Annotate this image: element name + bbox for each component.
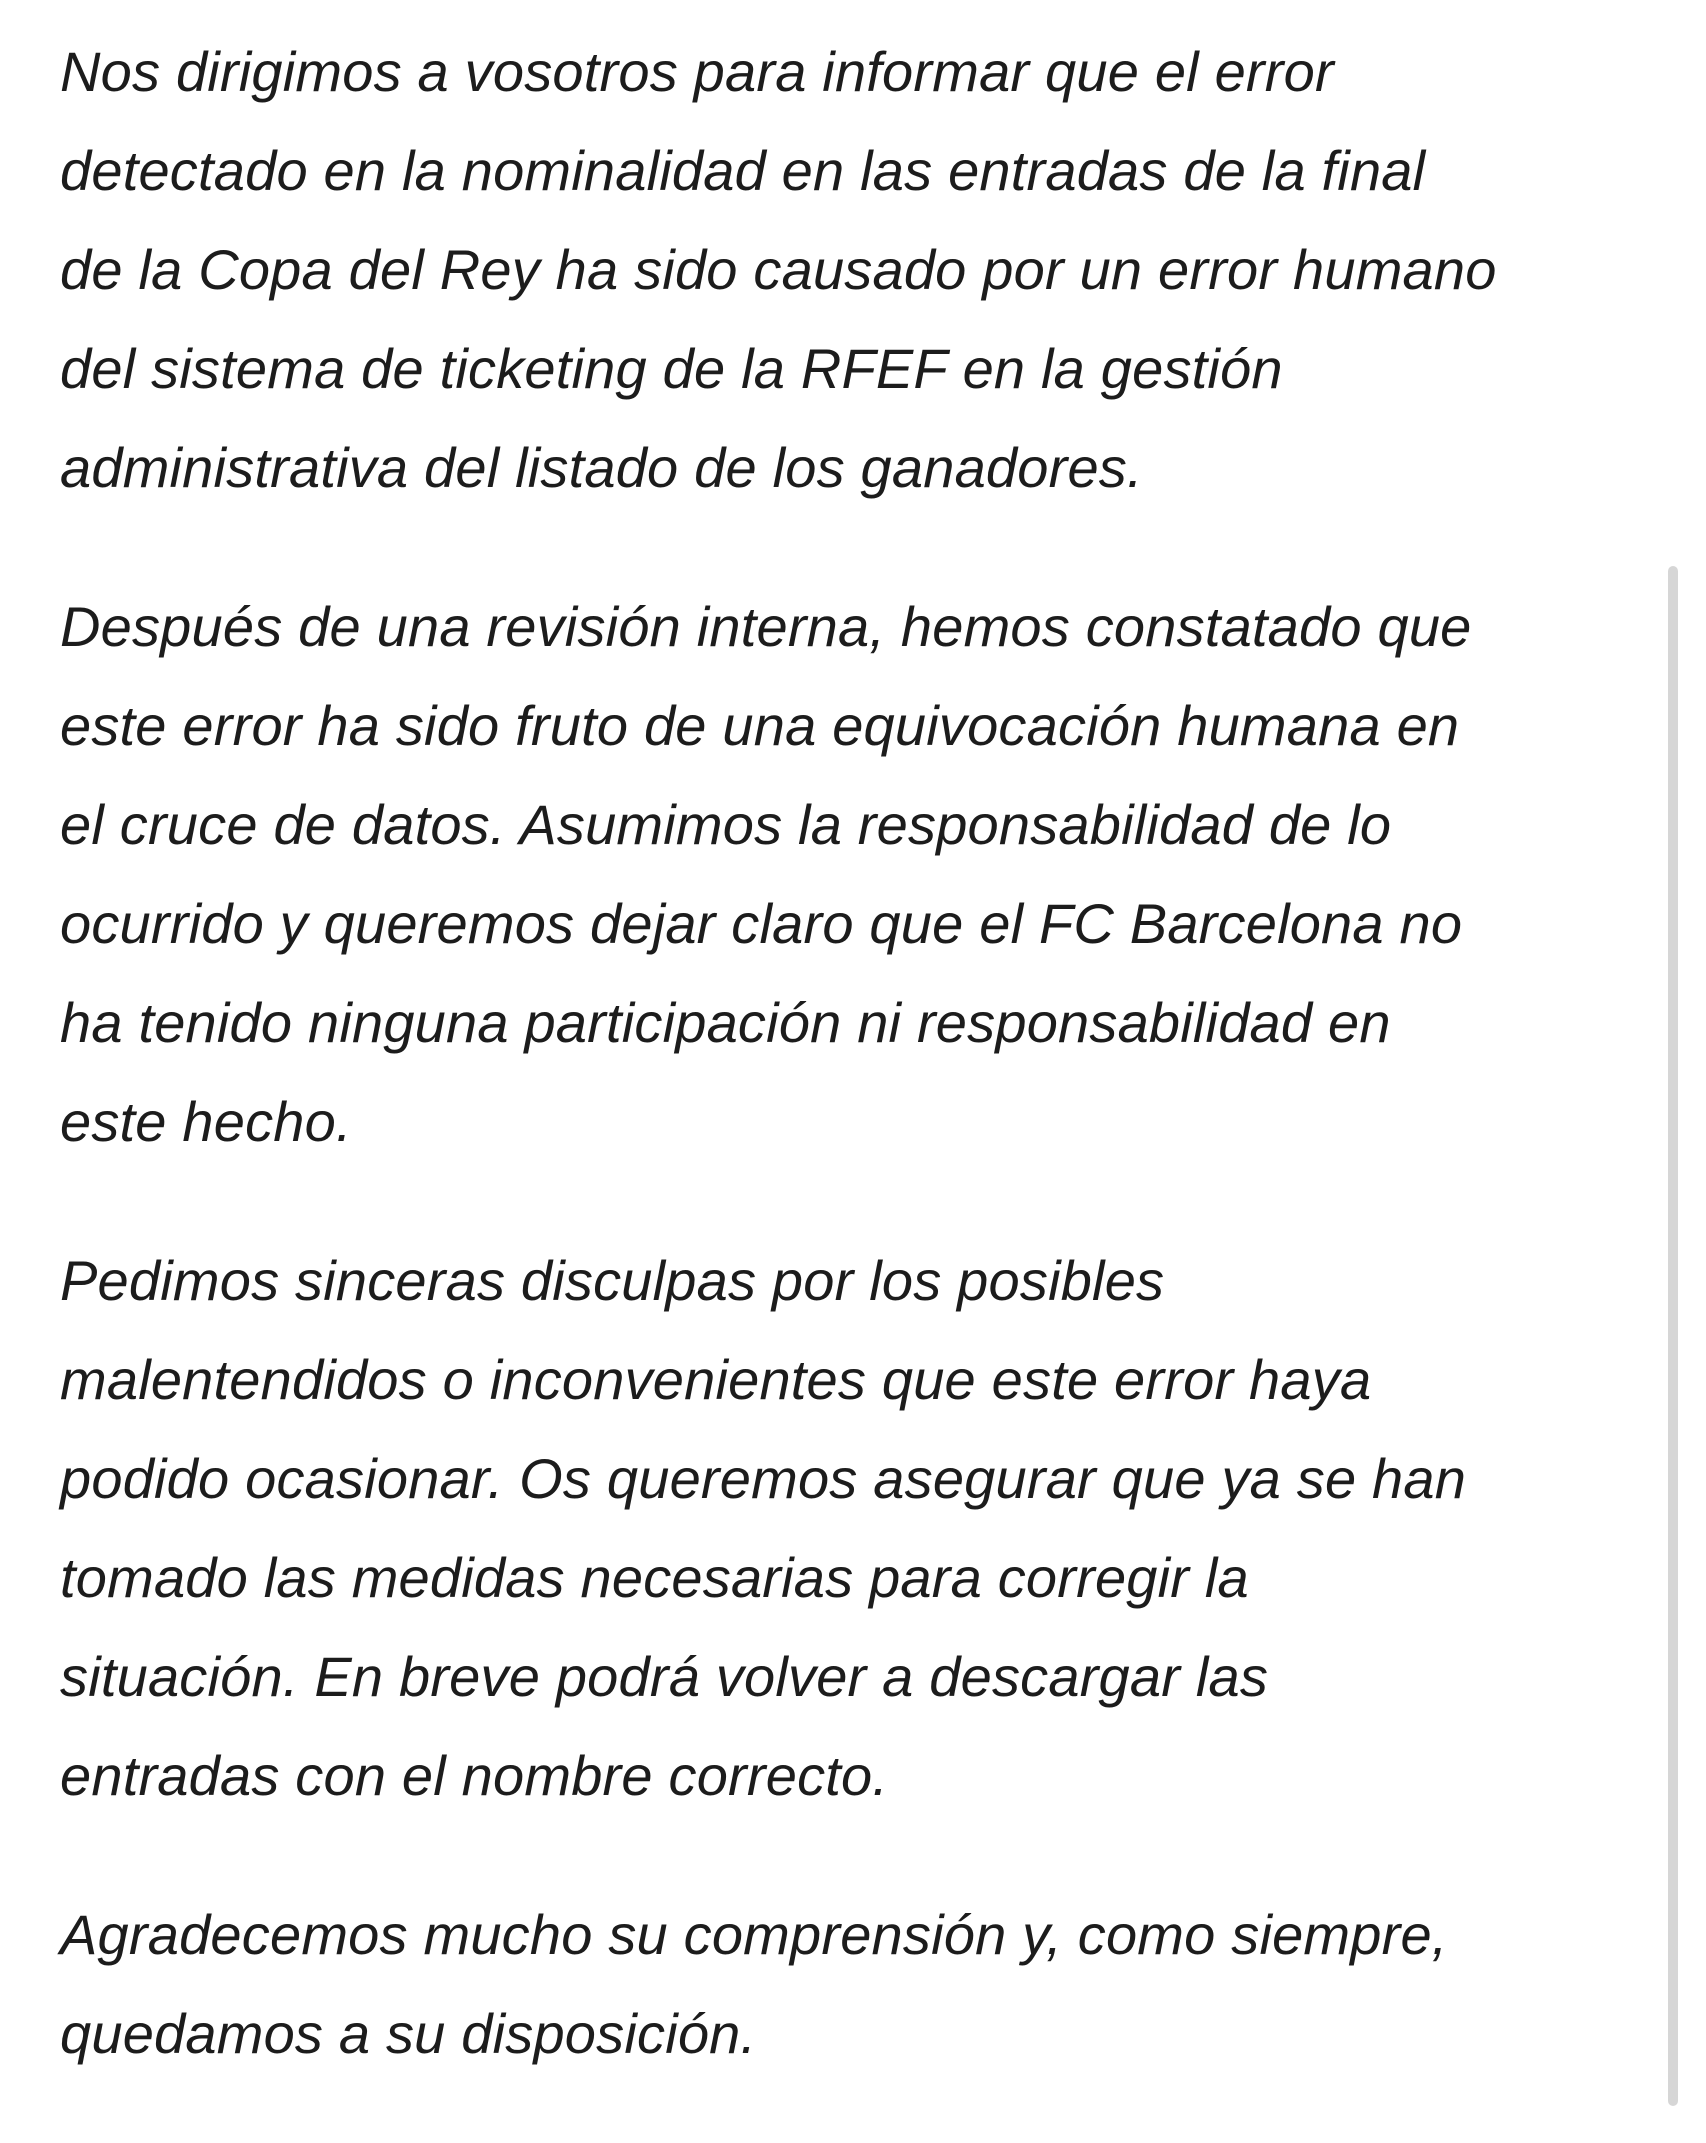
text-line: este error ha sido fruto de una equivocación humana en bbox=[60, 694, 1460, 757]
text-line: Agradecemos mucho su comprensión y, como siempre, bbox=[60, 1903, 1448, 1966]
paragraph-4 bbox=[60, 1885, 1620, 2083]
vertical-scrollbar[interactable] bbox=[1668, 566, 1678, 2106]
text-line: del sistema de ticketing de la RFEF en la gestión bbox=[60, 337, 1283, 400]
paragraph-1 bbox=[60, 22, 1620, 517]
text-line: este hecho. bbox=[60, 1090, 352, 1153]
paragraph-3 bbox=[60, 1231, 1620, 1825]
text-line: ha tenido ninguna participación ni responsabilidad en bbox=[60, 991, 1391, 1054]
text-line: Después de una revisión interna, hemos constatado que bbox=[60, 595, 1472, 658]
text-line: tomado las medidas necesarias para corregir la bbox=[60, 1546, 1249, 1609]
message-body bbox=[60, 22, 1620, 2143]
text-line: el cruce de datos. Asumimos la responsabilidad de lo bbox=[60, 793, 1392, 856]
text-line: detectado en la nominalidad en las entradas de la final bbox=[60, 139, 1426, 202]
text-line: malentendidos o inconvenientes que este error haya bbox=[60, 1348, 1372, 1411]
text-line: situación. En breve podrá volver a descargar las bbox=[60, 1645, 1269, 1708]
text-line: de la Copa del Rey ha sido causado por un error humano bbox=[60, 238, 1497, 301]
paragraph-2 bbox=[60, 577, 1620, 1171]
text-line: podido ocasionar. Os queremos asegurar que ya se han bbox=[60, 1447, 1467, 1510]
text-line: Nos dirigimos a vosotros para informar que el error bbox=[60, 40, 1334, 103]
text-line: administrativa del listado de los ganadores. bbox=[60, 436, 1143, 499]
text-line: ocurrido y queremos dejar claro que el FC Barcelona no bbox=[60, 892, 1463, 955]
text-line: quedamos a su disposición. bbox=[60, 2002, 757, 2065]
text-line: Pedimos sinceras disculpas por los posibles bbox=[60, 1249, 1165, 1312]
text-line: entradas con el nombre correcto. bbox=[60, 1744, 889, 1807]
